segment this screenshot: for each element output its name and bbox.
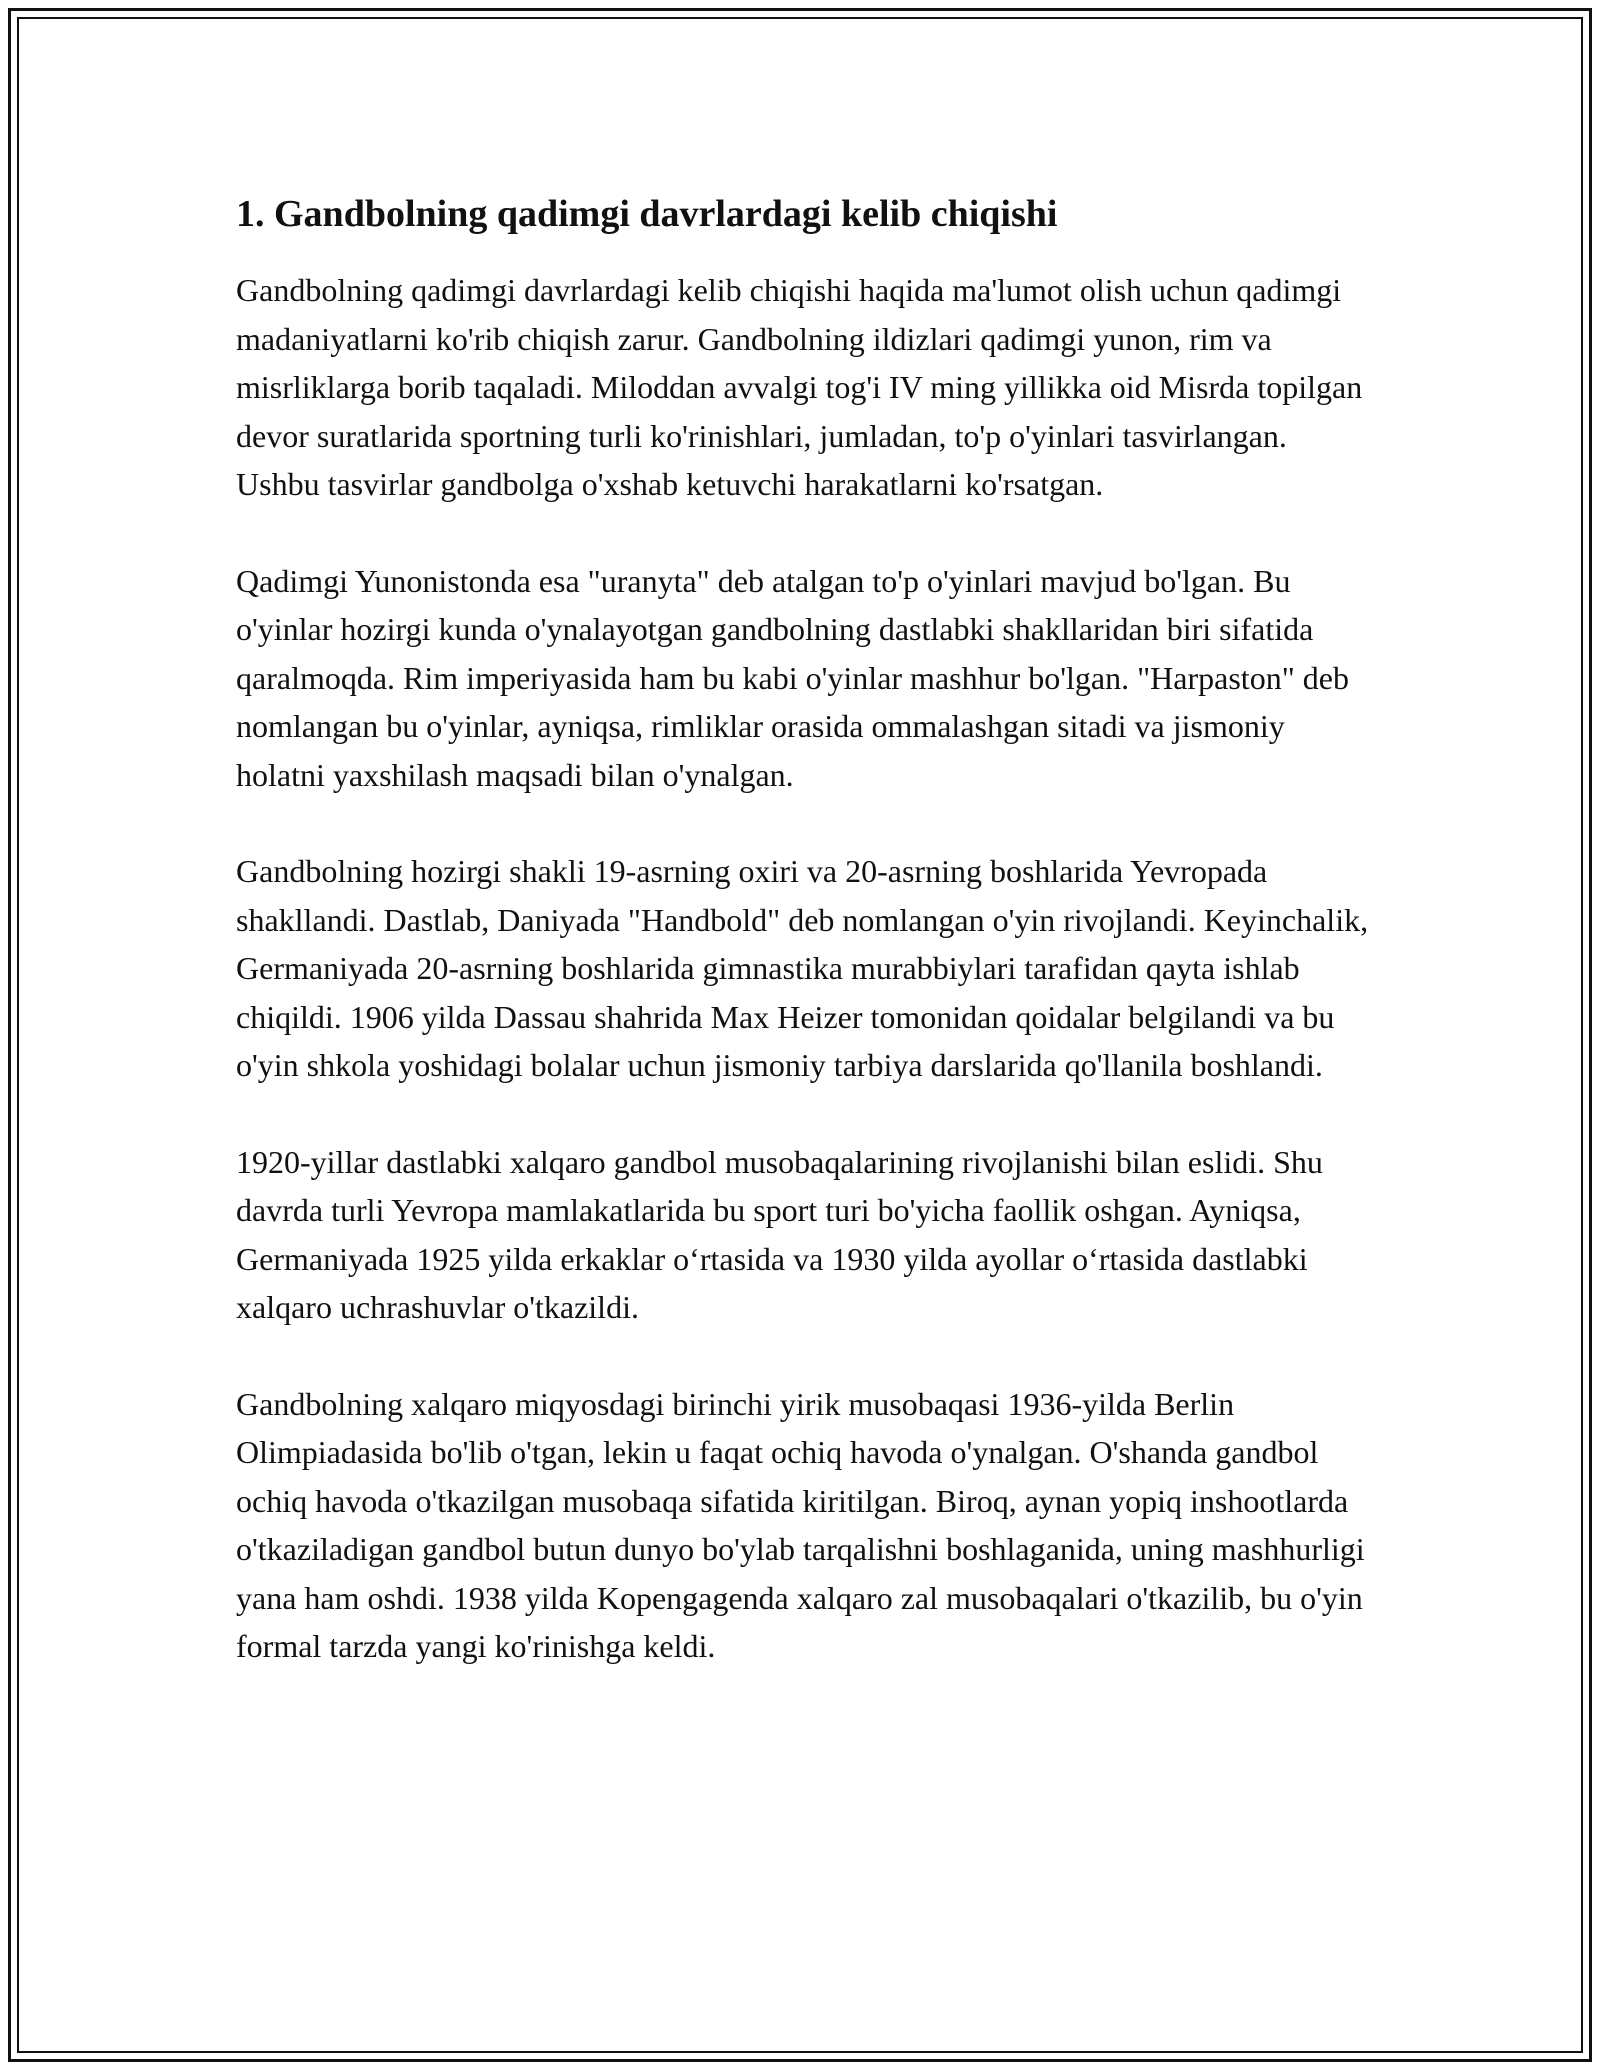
paragraph-1920s: 1920-yillar dastlabki xalqaro gandbol musobaqalarining rivojlanishi bilan eslidi. Shu davrda turli Yevropa mamlakatlarida bu sport turi bo'yicha faollik oshgan. Ayniqsa, Germaniyada 1925 yilda erkaklar oʻrtasida va 1930 yilda ayollar oʻrtasida dastlabki xalqaro uchrashuvlar o'tkazildi. <box>236 1143 1323 1325</box>
section-heading: 1. Gandbolning qadimgi davrlardagi kelib chiqishi <box>236 193 1058 235</box>
paragraph-olympics: Gandbolning xalqaro miqyosdagi birinchi yirik musobaqasi 1936-yilda Berlin Olimpiadasida bo'lib o'tgan, lekin u faqat ochiq havoda o'ynalgan. O'shanda gandbol ochiq havoda o'tkazilgan musobaqa sifatida kiritilgan. Biroq, aynan yopiq inshootlarda o'tkaziladigan gandbol butun dunyo bo'ylab tarqalishni boshlaganida, uning mashhurligi yana ham oshdi. 1938 yilda Kopengagenda xalqaro zal musobaqalari o'tkazilib, bu o'yin formal tarzda yangi ko'rinishga keldi. <box>236 1385 1365 1664</box>
paragraph-greece-rome: Qadimgi Yunonistonda esa "uranyta" deb atalgan to'p o'yinlari mavjud bo'lgan. Bu o'yinlar hozirgi kunda o'ynalayotgan gandbolning dastlabki shakllaridan biri sifatida qaralmoqda. Rim imperiyasida ham bu kabi o'yinlar mashhur bo'lgan. "Harpaston" deb nomlangan bu o'yinlar, ayniqsa, rimliklar orasida ommalashgan sitadi va jismoniy holatni yaxshilash maqsadi bilan o'ynalgan. <box>236 562 1349 793</box>
paragraph-ancient-origins: Gandbolning qadimgi davrlardagi kelib chiqishi haqida ma'lumot olish uchun qadimgi madaniyatlarni ko'rib chiqish zarur. Gandbolning ildizlari qadimgi yunon, rim va misrliklarga borib taqaladi. Miloddan avvalgi tog'i IV ming yillikka oid Misrda topilgan devor suratlarida sportning turli ko'rinishlari, jumladan, to'p o'yinlari tasvirlangan. Ushbu tasvirlar gandbolga o'xshab ketuvchi harakatlarni ko'rsatgan. <box>236 272 1363 502</box>
paragraph-modern-form: Gandbolning hozirgi shakli 19-asrning oxiri va 20-asrning boshlarida Yevropada shakllandi. Dastlab, Daniyada "Handbold" deb nomlangan o'yin rivojlandi. Keyinchalik, Germaniyada 20-asrning boshlarida gimnastika murabbiylari tarafidan qayta ishlab chiqildi. 1906 yilda Dassau shahrida Max Heizer tomonidan qoidalar belgilandi va bu o'yin shkola yoshidagi bolalar uchun jismoniy tarbiya darslarida qo'llanila boshlandi. <box>236 853 1369 1083</box>
document-body <box>236 188 1376 1719</box>
